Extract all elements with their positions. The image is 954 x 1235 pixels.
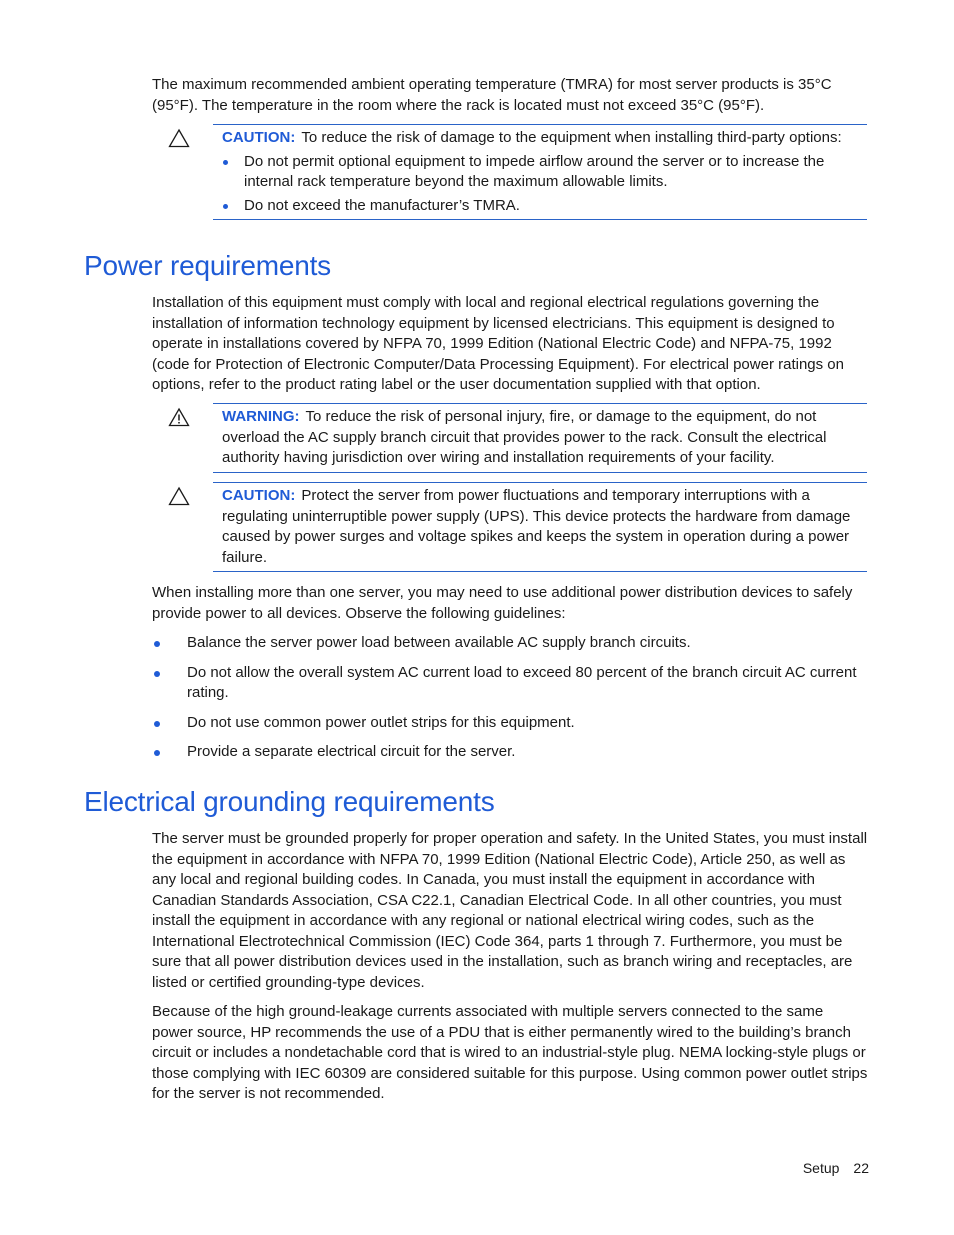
bullet-icon <box>154 750 160 756</box>
caution-triangle-icon <box>168 486 190 506</box>
list-item <box>152 633 868 654</box>
warning-triangle-icon <box>168 407 190 427</box>
bullet-icon <box>223 204 228 209</box>
grounding-heading: Electrical grounding requirements <box>84 786 495 817</box>
guidelines-intro: When installing more than one server, you may need to use additional power distribution devices to safely provide power to all devices. Observe the following guidelines: <box>152 584 853 622</box>
grounding-paragraph-2: Because of the high ground-leakage currents associated with multiple servers connected to the same power source, HP recommends the use of a PDU that is either permanently wired to the building’s branch circuit or includes a nondetachable cord that is wired to an industrial-style plug. NEMA locking-style plugs or those complying with IEC 60309 are considered suitable for this purpose. Using common power outlet strips for the server is not recommended. <box>152 1003 868 1102</box>
footer-section: Setup <box>802 1160 840 1176</box>
caution-tmra-message: To reduce the risk of damage to the equipment when installing third-party options: <box>301 129 842 146</box>
bullet-icon <box>154 671 160 677</box>
list-item-text: Balance the server power load between available AC supply branch circuits. <box>187 634 691 651</box>
warning-message: To reduce the risk of personal injury, fire, or damage to the equipment, do not overload the AC supply branch circuit that provides power to the rack. Consult the electrical authority having jurisdiction over wiring and installation requirements of your facility. <box>222 408 827 466</box>
bullet-icon <box>154 721 160 727</box>
caution-label: CAUTION: <box>222 129 296 146</box>
power-paragraph: Installation of this equipment must comply with local and regional electrical regulations governing the installation of information technology equipment by licensed electricians. This equipment is designed to operate in installations covered by NFPA 70, 1999 Edition (National Electric Code) and NFPA-75, 1992 (code for Protection of Electronic Computer/Data Processing Equipment). For electrical power ratings on options, refer to the product rating label or the user documentation supplied with that option. <box>152 294 844 393</box>
caution-tmra-text <box>213 128 867 149</box>
caution-ups-box <box>213 482 867 572</box>
page-number: 22 <box>853 1160 869 1176</box>
caution-label: CAUTION: <box>222 487 296 504</box>
list-item <box>213 196 867 217</box>
guidelines-list <box>152 633 868 772</box>
caution-tmra-box <box>213 124 867 220</box>
bullet-icon <box>154 641 160 647</box>
list-item <box>152 742 868 763</box>
warning-box <box>213 403 867 473</box>
bullet-icon <box>223 160 228 165</box>
caution-triangle-icon <box>168 128 190 148</box>
list-item <box>213 152 867 193</box>
list-item-text: Provide a separate electrical circuit for the server. <box>187 743 516 760</box>
caution-tmra-list <box>213 152 867 217</box>
power-requirements-heading: Power requirements <box>84 250 331 281</box>
list-item-text: Do not exceed the manufacturer’s TMRA. <box>244 196 520 214</box>
caution-ups-message: Protect the server from power fluctuations and temporary interruptions with a regulating uninterruptible power supply (UPS). This device protects the hardware from damage caused by power surges and voltage spikes and keeps the system in operation during a power failure. <box>222 487 851 566</box>
list-item-text: Do not allow the overall system AC current load to exceed 80 percent of the branch circuit AC current rating. <box>187 663 857 701</box>
page-footer <box>803 1158 869 1178</box>
warning-label: WARNING: <box>222 408 300 425</box>
intro-paragraph: The maximum recommended ambient operating temperature (TMRA) for most server products is 35°C (95°F). The temperature in the room where the rack is located must not exceed 35°C (95°F). <box>152 76 832 114</box>
grounding-paragraph-1: The server must be grounded properly for proper operation and safety. In the United States, you must install the equipment in accordance with NFPA 70, 1999 Edition (National Electric Code), Article 250, as well as any local and regional building codes. In Canada, you must install the equipment in accordance with Canadian Standards Association, CSA C22.1, Canadian Electrical Code. In all other countries, you must install the equipment in accordance with any regional or national electrical wiring codes, such as the International Electrotechnical Commission (IEC) Code 364, parts 1 through 7. Furthermore, you must be sure that all power distribution devices used in the installation, such as branch wiring and receptacles, are listed or certified grounding-type devices. <box>152 830 868 991</box>
caution-ups-text <box>213 486 867 568</box>
list-item-text: Do not permit optional equipment to impede airflow around the server or to increase the internal rack temperature beyond the maximum allowable limits. <box>244 152 825 190</box>
list-item <box>152 663 868 704</box>
list-item <box>152 713 868 734</box>
warning-text <box>213 407 867 469</box>
list-item-text: Do not use common power outlet strips for this equipment. <box>187 713 575 731</box>
